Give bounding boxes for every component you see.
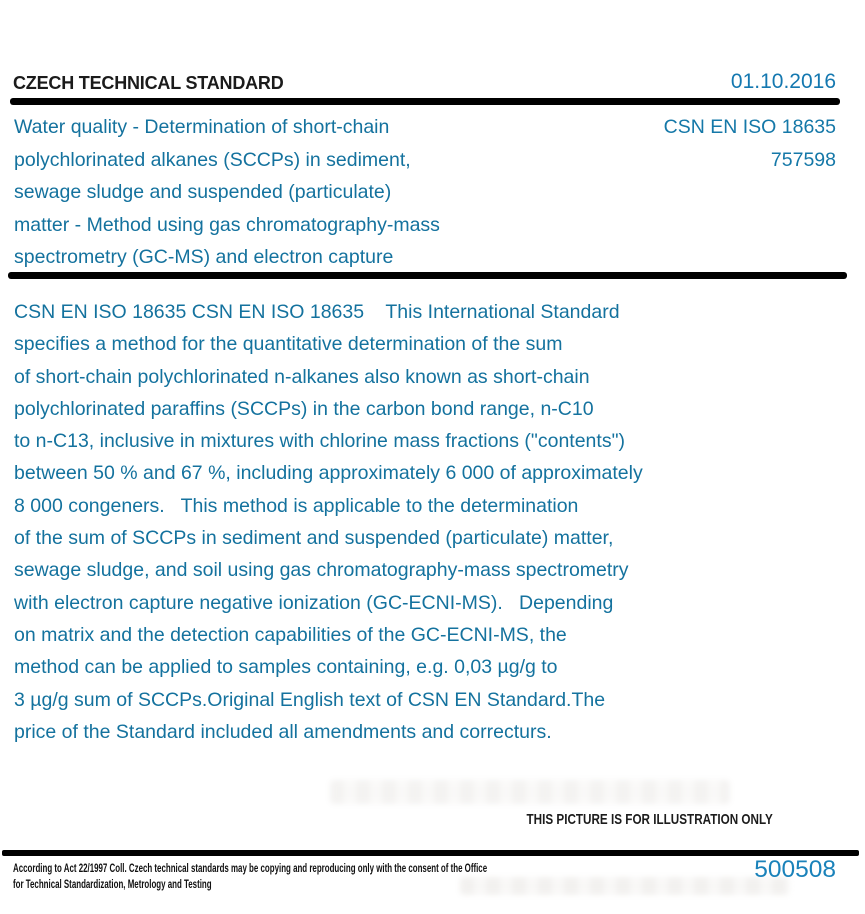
title-line: Water quality - Determination of short-chain <box>14 116 390 138</box>
abstract-line: between 50 % and 67 %, including approximately 6 000 of approximately <box>14 462 643 485</box>
document-type-heading: CZECH TECHNICAL STANDARD <box>13 73 284 93</box>
abstract-line: with electron capture negative ionization (GC-ECNI-MS). Depending <box>14 591 614 614</box>
standard-code: CSN EN ISO 18635 <box>663 116 836 138</box>
abstract-line: specifies a method for the quantitative determination of the sum <box>14 333 563 356</box>
abstract-text <box>14 296 794 748</box>
standard-title <box>14 111 614 274</box>
abstract-line: of the sum of SCCPs in sediment and suspended (particulate) matter, <box>14 527 614 550</box>
abstract-line: 8 000 congeners. This method is applicable to the determination <box>14 494 579 517</box>
abstract-line: sewage sludge, and soil using gas chromatography-mass spectrometry <box>14 559 629 582</box>
header-divider-rule <box>10 98 840 105</box>
title-line: polychlorinated alkanes (SCCPs) in sediment, <box>14 148 411 171</box>
abstract-line: method can be applied to samples containing, e.g. 0,03 µg/g to <box>14 656 558 679</box>
footer-divider-rule <box>2 850 859 856</box>
abstract-line: 3 µg/g sum of SCCPs.Original English text of CSN EN Standard.The <box>14 688 606 711</box>
legal-line: for Technical Standardization, Metrology and Testing <box>13 876 212 891</box>
abstract-line: price of the Standard included all amendments and correcturs. <box>14 720 552 743</box>
illustration-only-note: THIS PICTURE IS FOR ILLUSTRATION ONLY <box>526 811 773 828</box>
copyright-legal-text <box>13 861 607 892</box>
abstract-line: to n-C13, inclusive in mixtures with chlorine mass fractions ("contents") <box>14 430 625 453</box>
catalog-number: 757598 <box>770 148 836 171</box>
abstract-line: of short-chain polychlorinated n-alkanes also known as short-chain <box>14 365 590 388</box>
title-line: sewage sludge and suspended (particulate) <box>14 181 392 203</box>
footer-reference-number: 500508 <box>754 856 836 883</box>
abstract-line: polychlorinated paraffins (SCCPs) in the carbon bond range, n-C10 <box>14 397 594 420</box>
issue-date: 01.10.2016 <box>730 70 836 93</box>
scan-ghosting-artifact <box>330 780 730 804</box>
abstract-line: on matrix and the detection capabilities of the GC-ECNI-MS, the <box>14 623 567 646</box>
standard-identifiers <box>664 111 836 176</box>
title-line: spectrometry (GC-MS) and electron capture <box>14 246 394 268</box>
abstract-line: CSN EN ISO 18635 CSN EN ISO 18635 This International Standard <box>14 301 620 323</box>
title-divider-rule <box>8 272 847 279</box>
title-line: matter - Method using gas chromatography-mass <box>14 213 440 236</box>
legal-line: According to Act 22/1997 Coll. Czech technical standards may be copying and reproducing only with the consent of the Office <box>13 861 488 875</box>
